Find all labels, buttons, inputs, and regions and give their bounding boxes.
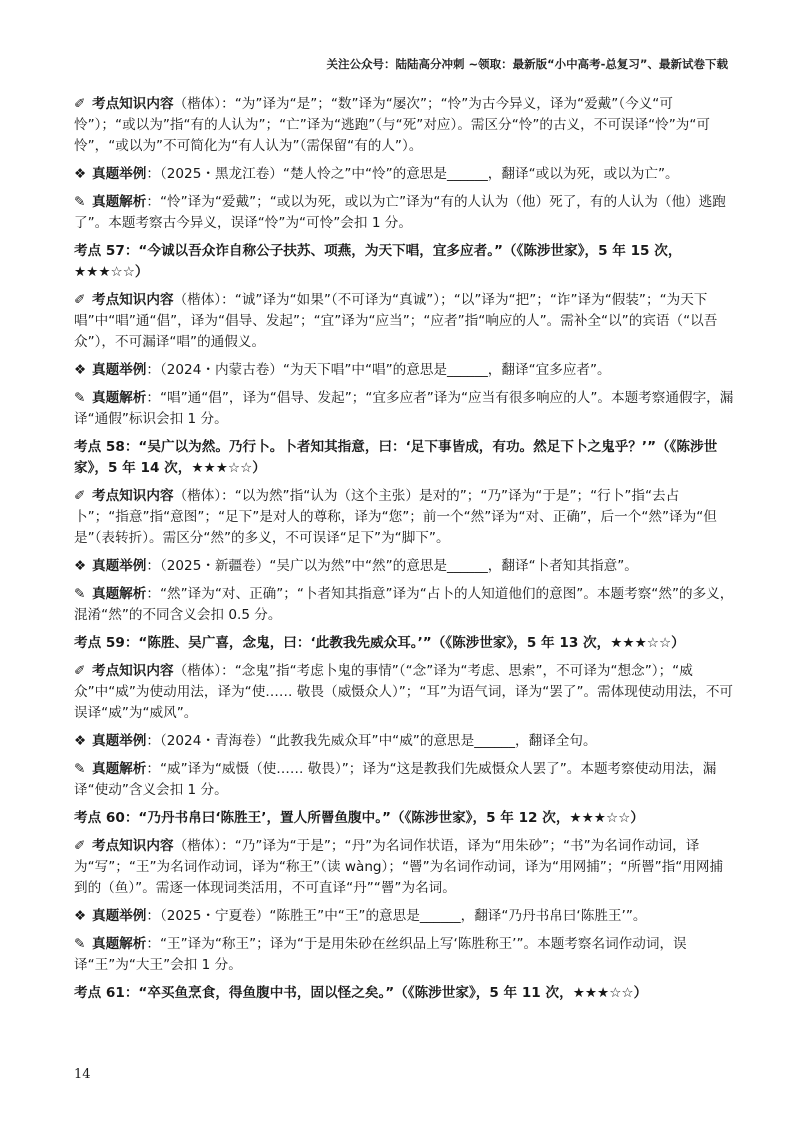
example-text: ：（2024・青海卷）“此教我先威众耳”中“威”的意思是______，翻译全句。 — [146, 733, 597, 749]
analysis-text: ：“威”译为“威慑（使…… 敬畏）”；译为“这是教我们先威慑众人罢了”。本题考察使动用法，漏译“使动”含义会扣 1 分。 — [74, 761, 717, 798]
analysis-label: 真题解析 — [92, 586, 147, 602]
kaodian-57-title: 考点 57：“今诚以吾众诈自称公子扶苏、项燕，为天下唱，宜多应者。”（《陈涉世家》，5 年 15 次，★★★☆☆） — [74, 243, 682, 280]
pencil-icon: ✐ — [74, 663, 86, 679]
example-label: 真题举例 — [92, 166, 147, 182]
example-text: ：（2025・宁夏卷）“陈胜王”中“王”的意思是______，翻译“乃丹书帛曰‘陈胜王’”。 — [146, 908, 647, 924]
pen-icon: ✎ — [74, 390, 86, 406]
analysis-text: ：“唱”通“倡”，译为“倡导、发起”；“宜多应者”译为“应当有很多响应的人”。本题考察通假字，漏译“通假”标识会扣 1 分。 — [74, 390, 734, 427]
diamond-icon: ❖ — [74, 166, 87, 182]
diamond-icon: ❖ — [74, 362, 87, 378]
kaodian-58-title: 考点 58：“吴广以为然。乃行卜。卜者知其指意，曰：‘足下事皆成，有功。然足下卜之鬼乎？’”（《陈涉世家》，5 年 14 次，★★★☆☆） — [74, 439, 718, 476]
knowledge-text: （楷体）：“诚”译为“如果”（不可译为“真诚”）；“以”译为“把”；“诈”译为“假装”；“为天下唱”中“唱”通“倡”，译为“倡导、发起”；“宜”译为“应当”；“应者”指“响应的人”。需补全“以”的宾语（“以吾众”），不可漏译“唱”的通假义。 — [74, 292, 718, 350]
example-text: ：（2025・新疆卷）“吴广以为然”中“然”的意思是______，翻译“卜者知其指意”。 — [146, 558, 638, 574]
analysis-text: ：“怜”译为“爱戴”；“或以为死，或以为亡”译为“有的人认为（他）死了，有的人认为（他）逃跑了”。本题考察古今异义，误译“怜”为“可怜”会扣 1 分。 — [74, 194, 726, 231]
analysis-paragraph — [74, 934, 734, 976]
document-body — [74, 94, 734, 1011]
example-paragraph — [74, 164, 734, 185]
pencil-icon: ✐ — [74, 96, 86, 112]
pencil-icon: ✐ — [74, 488, 86, 504]
pen-icon: ✎ — [74, 586, 86, 602]
analysis-label: 真题解析 — [92, 761, 147, 777]
analysis-paragraph — [74, 388, 734, 430]
analysis-paragraph — [74, 192, 734, 234]
analysis-paragraph — [74, 759, 734, 801]
knowledge-label: 考点知识内容 — [92, 292, 174, 308]
knowledge-text: （楷体）：“为”译为“是”；“数”译为“屡次”；“怜”为古今异义，译为“爱戴”（今义“可怜”）；“或以为”指“有的人认为”；“亡”译为“逃跑”（与“死”对应）。需区分“怜”的古义，不可误译“怜”为“可怜”，“或以为”不可简化为“有人认为”（需保留“有的人”）。 — [74, 96, 711, 154]
knowledge-text: （楷体）：“乃”译为“于是”；“丹”为名词作状语，译为“用朱砂”；“书”为名词作动词，译为“写”；“王”为名词作动词，译为“称王”（读 wàng）；“罾”为名词作动词，译为“用网捕”；“所罾”指“用网捕到的（鱼）”。需逐一体现词类活用，不可直译“丹”“罾”为名词。 — [74, 838, 724, 896]
pen-icon: ✎ — [74, 936, 86, 952]
pen-icon: ✎ — [74, 194, 86, 210]
example-label: 真题举例 — [92, 908, 147, 924]
analysis-text: ：“王”译为“称王”；译为“于是用朱砂在丝织品上写‘陈胜称王’”。本题考察名词作动词，误译“王”为“大王”会扣 1 分。 — [74, 936, 687, 973]
knowledge-label: 考点知识内容 — [92, 838, 174, 854]
example-text: ：（2025・黑龙江卷）“楚人怜之”中“怜”的意思是______，翻译“或以为死，或以为亡”。 — [146, 166, 679, 182]
pencil-icon: ✐ — [74, 838, 86, 854]
diamond-icon: ❖ — [74, 733, 87, 749]
knowledge-paragraph — [74, 290, 734, 353]
diamond-icon: ❖ — [74, 558, 87, 574]
knowledge-paragraph — [74, 486, 734, 549]
kaodian-60-title: 考点 60：“乃丹书帛曰‘陈胜王’，置人所罾鱼腹中。”（《陈涉世家》，5 年 12 次，★★★☆☆） — [74, 810, 644, 826]
pen-icon: ✎ — [74, 761, 86, 777]
knowledge-label: 考点知识内容 — [92, 488, 174, 504]
kaodian-59-title: 考点 59：“陈胜、吴广喜，念鬼，曰：‘此教我先威众耳。’”（《陈涉世家》，5 年 13 次，★★★☆☆） — [74, 635, 685, 651]
analysis-label: 真题解析 — [92, 936, 147, 952]
example-paragraph — [74, 360, 734, 381]
knowledge-text: （楷体）：“念鬼”指“考虑卜鬼的事情”（“念”译为“考虑、思索”，不可译为“想念”）；“威众”中“威”为使动用法，译为“使…… 敬畏（威慑众人）”；“耳”为语气词，译为“罢了”。需体现使动用法，不可误译“威”为“威风”。 — [74, 663, 734, 721]
knowledge-label: 考点知识内容 — [92, 96, 174, 112]
example-label: 真题举例 — [92, 733, 147, 749]
analysis-paragraph — [74, 584, 734, 626]
pencil-icon: ✐ — [74, 292, 86, 308]
kaodian-61-title: 考点 61：“卒买鱼烹食，得鱼腹中书，固以怪之矣。”（《陈涉世家》，5 年 11 次，★★★☆☆） — [74, 985, 648, 1001]
page-header: 关注公众号：陆陆高分冲刺 ~领取：最新版“小中高考-总复习”、最新试卷下载 — [326, 57, 728, 71]
analysis-label: 真题解析 — [92, 194, 147, 210]
analysis-label: 真题解析 — [92, 390, 147, 406]
example-paragraph — [74, 906, 734, 927]
knowledge-text: （楷体）：“以为然”指“认为（这个主张）是对的”；“乃”译为“于是”；“行卜”指“去占卜”；“指意”指“意图”；“足下”是对人的尊称，译为“您”；前一个“然”译为“对、正确”，后一个“然”译为“但是”（表转折）。需区分“然”的多义，不可误译“足下”为“脚下”。 — [74, 488, 717, 546]
example-paragraph — [74, 731, 734, 752]
example-paragraph — [74, 556, 734, 577]
example-text: ：（2024・内蒙古卷）“为天下唱”中“唱”的意思是______，翻译“宜多应者”。 — [146, 362, 611, 378]
diamond-icon: ❖ — [74, 908, 87, 924]
knowledge-paragraph — [74, 836, 734, 899]
knowledge-paragraph — [74, 661, 734, 724]
knowledge-label: 考点知识内容 — [92, 663, 174, 679]
analysis-text: ：“然”译为“对、正确”；“卜者知其指意”译为“占卜的人知道他们的意图”。本题考察“然”的多义，混淆“然”的不同含义会扣 0.5 分。 — [74, 586, 734, 623]
example-label: 真题举例 — [92, 362, 147, 378]
knowledge-paragraph — [74, 94, 734, 157]
page-number: 14 — [74, 1067, 91, 1082]
example-label: 真题举例 — [92, 558, 147, 574]
